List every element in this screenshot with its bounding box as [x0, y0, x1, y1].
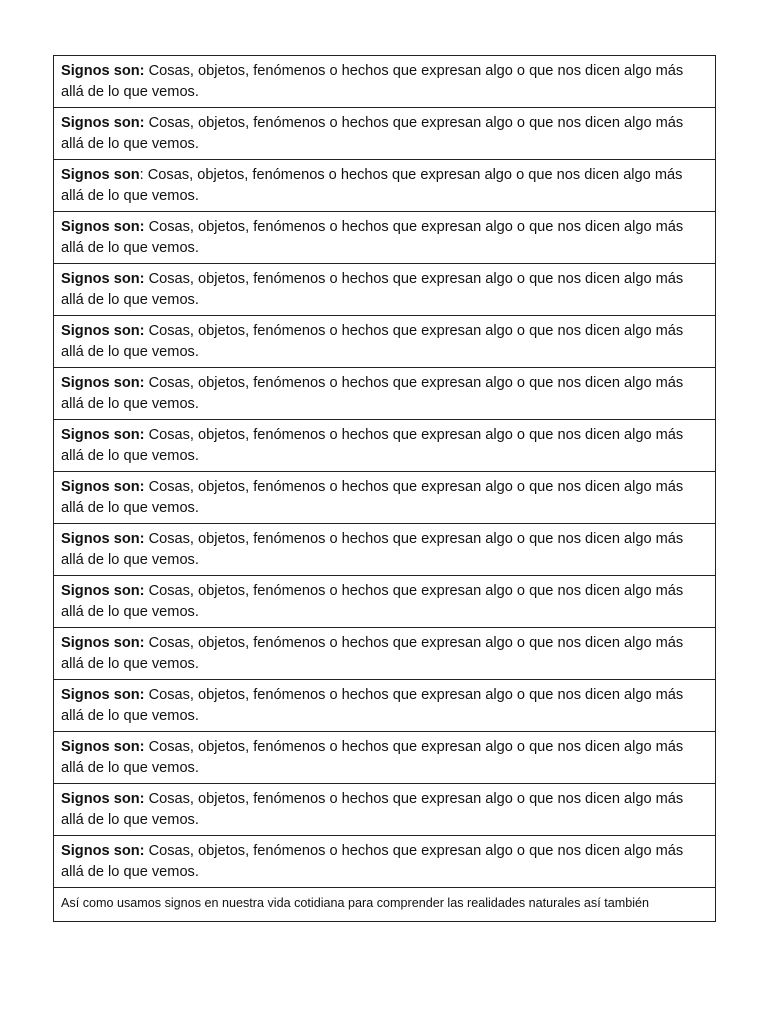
table-row	[54, 524, 716, 576]
table-row	[54, 316, 716, 368]
definition-text: Cosas, objetos, fenómenos o hechos que expresan algo o que nos dicen algo más allá de lo que vemos.	[61, 583, 684, 620]
definition-text: Cosas, objetos, fenómenos o hechos que expresan algo o que nos dicen algo más allá de lo que vemos.	[61, 843, 684, 880]
table-cell	[54, 420, 716, 472]
definition-text: Cosas, objetos, fenómenos o hechos que expresan algo o que nos dicen algo más allá de lo que vemos.	[61, 63, 684, 100]
term-label: Signos son:	[61, 271, 145, 287]
table-cell	[54, 628, 716, 680]
table-cell	[54, 212, 716, 264]
table-row	[54, 836, 716, 888]
table-cell	[54, 264, 716, 316]
table-row	[54, 888, 716, 922]
table-cell	[54, 524, 716, 576]
table-row	[54, 680, 716, 732]
definition-text: Cosas, objetos, fenómenos o hechos que expresan algo o que nos dicen algo más allá de lo que vemos.	[61, 531, 684, 568]
definition-text: Cosas, objetos, fenómenos o hechos que expresan algo o que nos dicen algo más allá de lo que vemos.	[61, 375, 684, 412]
term-label: Signos son:	[61, 687, 145, 703]
table-row	[54, 420, 716, 472]
definition-text: Cosas, objetos, fenómenos o hechos que expresan algo o que nos dicen algo más allá de lo que vemos.	[61, 687, 684, 724]
definition-text: Cosas, objetos, fenómenos o hechos que expresan algo o que nos dicen algo más allá de lo que vemos.	[61, 739, 684, 776]
term-label: Signos son:	[61, 531, 145, 547]
table-cell	[54, 576, 716, 628]
table-row	[54, 576, 716, 628]
table-row	[54, 160, 716, 212]
table-cell	[54, 836, 716, 888]
term-label: Signos son:	[61, 115, 145, 131]
table-row	[54, 472, 716, 524]
definition-text: Cosas, objetos, fenómenos o hechos que expresan algo o que nos dicen algo más allá de lo que vemos.	[61, 219, 684, 256]
term-label: Signos son:	[61, 323, 145, 339]
table-cell	[54, 160, 716, 212]
term-label: Signos son	[61, 167, 140, 183]
definitions-table	[53, 55, 716, 922]
table-cell	[54, 680, 716, 732]
table-row	[54, 264, 716, 316]
table-row	[54, 732, 716, 784]
footer-paragraph: Así como usamos signos en nuestra vida cotidiana para comprender las realidades naturales así también	[54, 888, 716, 922]
definition-text: Cosas, objetos, fenómenos o hechos que expresan algo o que nos dicen algo más allá de lo que vemos.	[61, 635, 684, 672]
term-label: Signos son:	[61, 219, 145, 235]
table-row	[54, 784, 716, 836]
table-row	[54, 56, 716, 108]
term-label: Signos son:	[61, 427, 145, 443]
term-label: Signos son:	[61, 739, 145, 755]
table-row	[54, 108, 716, 160]
definition-text: Cosas, objetos, fenómenos o hechos que expresan algo o que nos dicen algo más allá de lo que vemos.	[61, 479, 684, 516]
definition-text: Cosas, objetos, fenómenos o hechos que expresan algo o que nos dicen algo más allá de lo que vemos.	[61, 323, 684, 360]
table-cell	[54, 108, 716, 160]
term-label: Signos son:	[61, 843, 145, 859]
table-row	[54, 628, 716, 680]
table-row	[54, 368, 716, 420]
definition-text: Cosas, objetos, fenómenos o hechos que expresan algo o que nos dicen algo más allá de lo que vemos.	[61, 427, 684, 464]
definition-text: Cosas, objetos, fenómenos o hechos que expresan algo o que nos dicen algo más allá de lo que vemos.	[61, 791, 684, 828]
table-cell	[54, 56, 716, 108]
term-label: Signos son:	[61, 479, 145, 495]
term-label: Signos son:	[61, 791, 145, 807]
table-cell	[54, 472, 716, 524]
definition-text: Cosas, objetos, fenómenos o hechos que expresan algo o que nos dicen algo más allá de lo que vemos.	[61, 115, 684, 152]
table-cell	[54, 316, 716, 368]
table-row	[54, 212, 716, 264]
document-page	[53, 55, 716, 922]
term-label: Signos son:	[61, 635, 145, 651]
table-cell	[54, 732, 716, 784]
table-cell	[54, 368, 716, 420]
term-label: Signos son:	[61, 583, 145, 599]
definition-text: Cosas, objetos, fenómenos o hechos que expresan algo o que nos dicen algo más allá de lo que vemos.	[61, 271, 684, 308]
definition-text: : Cosas, objetos, fenómenos o hechos que expresan algo o que nos dicen algo más allá de lo que vemos.	[61, 167, 683, 204]
table-cell	[54, 784, 716, 836]
term-label: Signos son:	[61, 63, 145, 79]
term-label: Signos son:	[61, 375, 145, 391]
